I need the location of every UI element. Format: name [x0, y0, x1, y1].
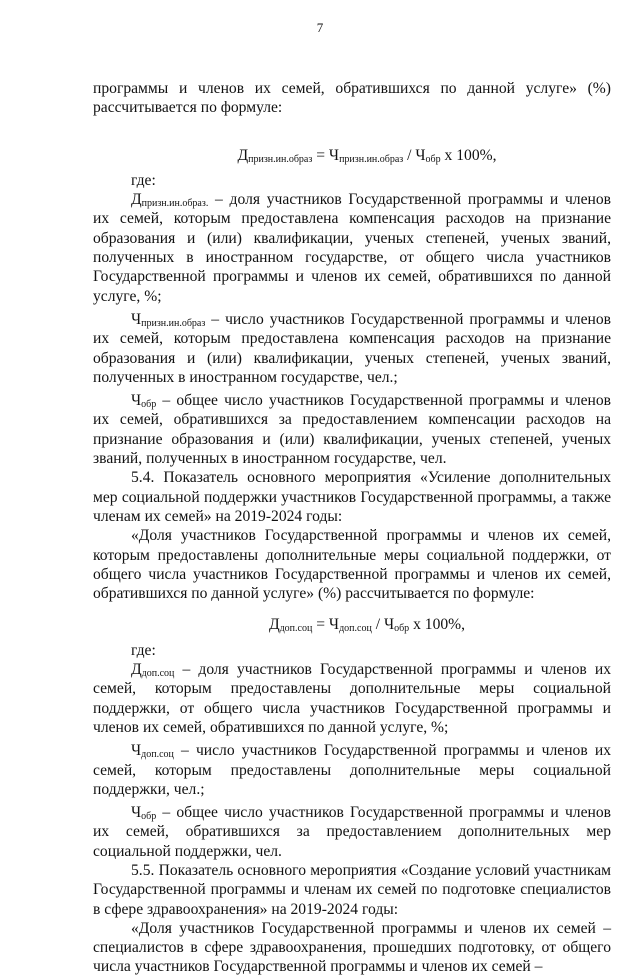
intro-paragraph: программы и членов их семей, обратившихся по данной услуге» (%) рассчитывается по формуле:	[93, 80, 611, 117]
where-label-2: где:	[131, 641, 156, 659]
document-body	[93, 79, 611, 977]
definition-ch-obr: $Ч_{обр}$ – общее число участников Государственной программы и членов их семей, обратившихся за предоставлением компенсации расходов на признание образования и (или) квалификации, ученых степеней, ученых званий, полученных в иностранном государстве, чел.	[93, 392, 611, 468]
definition-d-priznanie: $Д_{призн.ин.образ.}$ – доля участников Государственной программы и членов их семей, которым предоставлена компенсация расходов на признание образования и (или) квалификации, ученых степеней, ученых званий, полученных в иностранном государстве, от общего числа участников Государственной программы и членов их семей, обратившихся по данной услуге, %;	[93, 191, 611, 305]
section-5-5: 5.5. Показатель основного мероприятия «Создание условий участникам Государственной программы и членам их семей по подготовке специалистов в сфере здравоохранения» на 2019-2024 годы:	[93, 861, 611, 918]
definition-ch-dop-soc: $Ч_{доп.соц}$ – число участников Государственной программы и членов их семей, которым предоставлены дополнительные меры социальной поддержки, чел.;	[93, 742, 611, 798]
definition-ch-priznanie: $Ч_{призн.ин.образ}$ – число участников Государственной программы и членов их семей, которым предоставлена компенсация расходов на признание образования и (или) квалификации, ученых степеней, ученых званий, полученных в иностранном государстве, чел.;	[93, 310, 611, 386]
definition-d-dop-soc: $Д_{доп.соц}$ – доля участников Государственной программы и членов их семей, которым предоставлены дополнительные меры социальной поддержки, от общего числа участников Государственной программы и членов их семей, обратившихся по данной услуге, %;	[93, 661, 611, 736]
formula-dop-soc: $Д_{доп.соц} = Ч_{доп.соц} / Ч_{обр}$ х 100%,	[268, 616, 466, 635]
section-5-4: 5.4. Показатель основного мероприятия «Усиление дополнительных мер социальной поддержки участников Государственной программы, а также членам их семей» на 2019-2024 годы:	[93, 469, 611, 525]
page-number: 7	[316, 20, 324, 35]
definition-ch-obr-2: $Ч_{обр}$ – общее число участников Государственной программы и членов их семей, обратившихся за предоставлением дополнительных мер социальной поддержки, чел.	[93, 804, 611, 860]
quote-5-4: «Доля участников Государственной программы и членов их семей, которым предоставлены дополнительные меры социальной поддержки, от общего числа участников Государственной программы и членов их семей, обратившихся по данной услуге» (%) рассчитывается по формуле:	[93, 527, 611, 603]
quote-5-5: «Доля участников Государственной программы и членов их семей – специалистов в сфере здравоохранения, прошедших подготовку, от общего числа участников Государственной программы и членов их семей –	[93, 919, 611, 976]
where-label: где:	[131, 171, 156, 189]
formula-priznanie: $Д_{призн.ин.образ} = Ч_{призн.ин.образ} / Ч_{обр}$ х 100%,	[237, 146, 497, 165]
